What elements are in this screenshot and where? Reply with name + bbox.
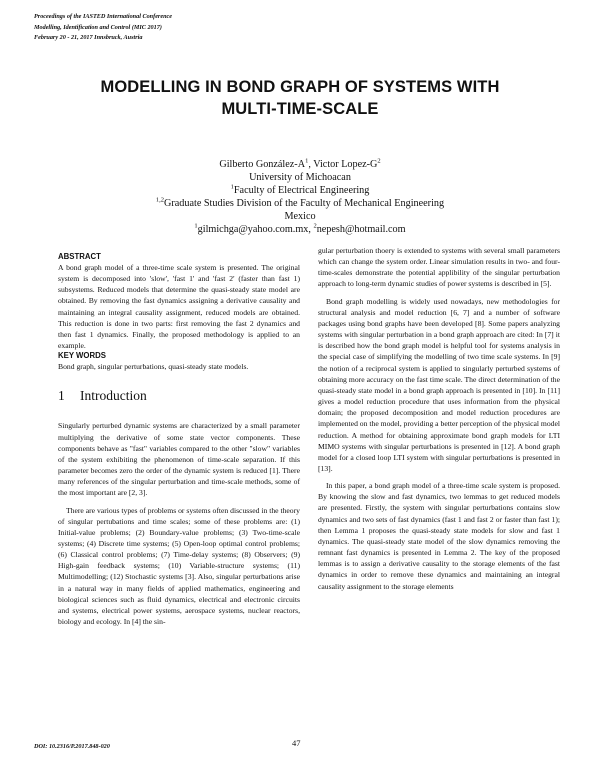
author-2-name: Victor Lopez-G <box>313 159 378 170</box>
right-column <box>318 245 560 592</box>
affiliation-2-sup: 1,2 <box>155 196 165 204</box>
title-line-2: MULTI-TIME-SCALE <box>221 100 379 118</box>
keywords-text: Bond graph, singular perturbations, quasi-steady state models. <box>58 362 249 372</box>
author-separator: , <box>308 159 314 170</box>
author-1-sup: 1 <box>305 157 309 165</box>
right-paragraph-2: Bond graph modelling is widely used nowadays, new methodologies for structural analysis and model reduction [6, 7] and a number of software packages using bond graphs have been developed [8]. Some papers analyzing systems with singular perturbation in a bond graph approach are cited: In [7] it is described how the bond graph model is helpful tool for systems analysis in the special case of simplifying the modelling of two time scale systems. In [9] the notion of a reciprocal system is applied to singularly perturbed systems of obtaining more accuracy on the fast time scale. The direct determination of the quasi-steady state model in a bond graph approach is presented in [10]. In [11] gives a model reduction procedure that uses information from the physical domain; the proposed decomposition and model reduction procedures are implemented on the model, providing a better perception of the physical model reduction. A method for obtaining approximate bond graph models for LTI MIMO systems with singular perturbations is presented in [12]. A bond graph model for a closed loop LTI system with singular perturbations is presented in [13]. <box>318 296 560 473</box>
author-1-name: Gilberto González-A <box>219 159 306 170</box>
country: Mexico <box>284 211 316 222</box>
doi: DOI: 10.2316/P.2017.848-020 <box>34 743 110 750</box>
proceedings-header <box>34 12 172 44</box>
abstract-text: A bond graph model of a three-time scale system is presented. The original system is decomposed into 'slow', 'fast 1' and 'fast 2' (faster than fast 1) subsystems. Reduced models that determine the quasi-steady state model are obtained. By removing the fast dynamics assigning a derivative causality and maintaining an integral causality assignment, reduced models are obtained. This reduction is done in two parts: first removing the fast 2 dynamics and then fast 1 dynamics. Finally, the proposed methodology is applied to an example. <box>58 263 300 351</box>
page-number: 47 <box>292 738 301 748</box>
section-heading <box>58 387 300 405</box>
university: University of Michoacan <box>249 172 351 183</box>
section-title: Introduction <box>80 388 147 404</box>
section-number: 1 <box>58 388 65 404</box>
author-names <box>60 158 540 171</box>
affiliation-1-text: Faculty of Electrical Engineering <box>233 185 370 196</box>
email-1-sup: 1 <box>194 222 198 230</box>
left-column <box>58 252 300 627</box>
affiliation-1-sup: 1 <box>230 183 234 191</box>
abstract-heading: ABSTRACT <box>58 252 101 261</box>
keywords-heading: KEY WORDS <box>58 351 106 361</box>
affiliation-2-text: Graduate Studies Division of the Faculty of Mechanical Engineering <box>164 198 445 209</box>
author-2-sup: 2 <box>377 157 381 165</box>
author-block <box>60 158 540 236</box>
emails <box>60 223 540 236</box>
email-1: gilmichga@yahoo.com.mx, <box>197 224 314 235</box>
right-paragraph-3: In this paper, a bond graph model of a three-time scale system is proposed. By knowing the slow and fast dynamics, two lemmas to get reduced models are presented. Firstly, the system with singular perturbations contains slow dynamics and two sets of fast dynamics (fast 1 and fast 2 or faster than fast 1); then Lemma 1 proposes the quasi-steady state models for slow and fast 1 dynamics. The quasi-steady state model of the slow dynamics removing the remnant fast dynamics is presented in Lemma 2. The key of the proposed lemmas is to assign a derivative causality to the storage elements of the fast dynamics in order to remove these dynamics and maintaining an integral causality assignment to the storage elements <box>318 481 560 591</box>
email-2-sup: 2 <box>313 222 317 230</box>
intro-paragraph-2: There are various types of problems or systems often discussed in the theory of singular pertubations and time scales; some of these problems are: (1) Initial-value problems; (2) Boundary-value problems; (3) Two-time-scale systems; (4) Discrete time systems; (5) Open-loop optimal control problems; (6) Classical control problems; (7) Time-delay systems; (8) Observers; (9) High-gain feedback systems; (10) Variable-structure systems; (11) Multimodelling; (12) Stochastic systems [3]. Also, singular perturbations arise in a natural way in many fields of applied mathematics, engineering and biological sciences such as fluid dynamics, electrical and electronic circuits and systems, electrical power systems, aerospace systems, nuclear reactors, biology and ecology. In [4] the sin- <box>58 505 300 627</box>
email-2: nepesh@hotmail.com <box>316 224 406 235</box>
affiliation-2 <box>60 197 540 210</box>
proceedings-line-1: Proceedings of the IASTED International Conference <box>34 13 173 20</box>
intro-paragraph-1: Singularly perturbed dynamic systems are characterized by a small parameter multiplying the derivative of some state vector components. These components behave as "fast" variables compared to the other "slow" variables of the system exhibiting the phenomenon of time-scale separation. If this parameter becomes zero the order of the dynamic system is reduced [1]. There many references of the singular perturbation and time-scale methods, some of the most important are [2, 3]. <box>58 421 300 498</box>
title-line-1: MODELLING IN BOND GRAPH OF SYSTEMS WITH <box>100 78 500 96</box>
right-paragraph-1: gular perturbation thoery is extended to systems with several small parameters which can change the system order. Linear simulation results in two- and four-time-scales demonstrate the potential applibility of the singular perturbation approach to long-term dynamic studies of power systems is described in [5]. <box>318 246 560 289</box>
proceedings-line-3: February 20 - 21, 2017 Innsbruck, Austria <box>34 34 143 41</box>
affiliation-1 <box>60 184 540 197</box>
proceedings-line-2: Modelling, Identification and Control (MIC 2017) <box>34 23 162 31</box>
paper-title <box>40 76 560 120</box>
